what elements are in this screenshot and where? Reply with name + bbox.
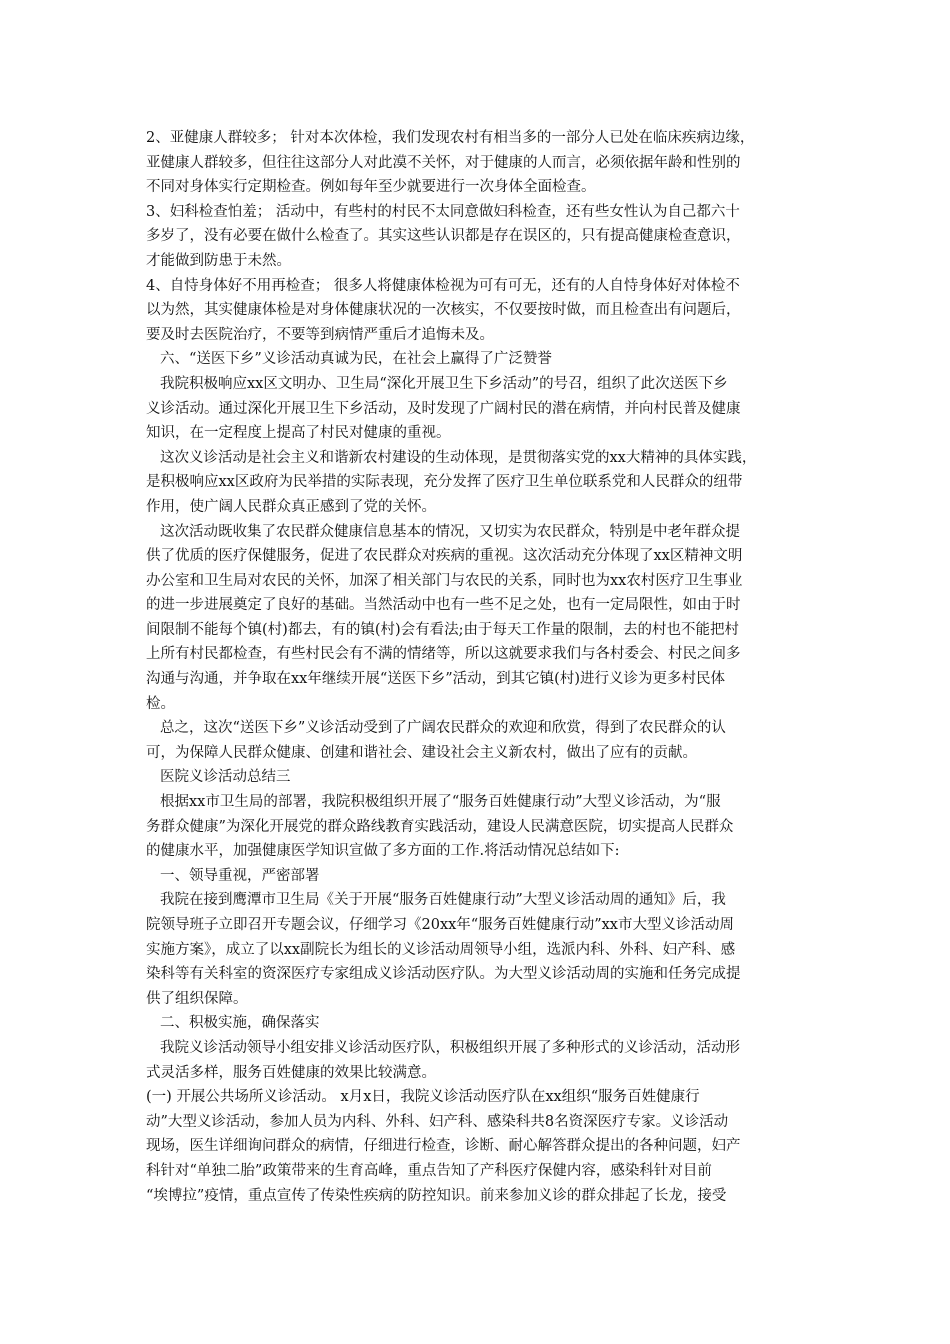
text-line: 2、亚健康人群较多； 针对本次体检，我们发现农村有相当多的一部分人已处在临床疾病边缘， xyxy=(146,130,755,146)
text-line: 不同对身体实行定期检查。例如每年至少就要进行一次身体全面检查。 xyxy=(146,179,596,196)
text-line: 作用，使广阔人民群众真正感到了党的关怀。 xyxy=(146,498,436,515)
document-body xyxy=(146,126,806,1208)
text-line: 3、妇科检查怕羞； 活动中，有些村的村民不太同意做妇科检查，还有些女性认为自己都六十 xyxy=(146,203,740,220)
text-line: 实施方案》，成立了以xx副院长为组长的义诊活动周领导小组，选派内科、外科、妇产科、感 xyxy=(146,941,736,958)
text-line: 检。 xyxy=(146,695,175,712)
text-line: 多岁了，没有必要在做什么检查了。其实这些认识都是存在误区的，只有提高健康检查意识， xyxy=(146,228,741,245)
text-line: (一) 开展公共场所义诊活动。 x月x日，我院义诊活动医疗队在xx组织“服务百姓健康行 xyxy=(146,1089,700,1106)
text-line: 供了组织保障。 xyxy=(146,990,248,1007)
text-line: “埃博拉”疫情，重点宣传了传染性疾病的防控知识。前来参加义诊的群众排起了长龙，接受 xyxy=(146,1187,727,1204)
text-line: 间限制不能每个镇(村)都去，有的镇(村)会有看法;由于每天工作量的限制，去的村也不能把村 xyxy=(146,621,740,638)
text-line: 我院在接到鹰潭市卫生局《关于开展“服务百姓健康行动”大型义诊活动周的通知》后，我 xyxy=(160,892,726,909)
text-line: 二、积极实施，确保落实 xyxy=(160,1015,320,1032)
text-line: 办公室和卫生局对农民的关怀，加深了相关部门与农民的关系，同时也为xx农村医疗卫生事业 xyxy=(146,572,743,589)
text-line: 沟通与沟通，并争取在xx年继续开展“送医下乡”活动，到其它镇(村)进行义诊为更多村民体 xyxy=(146,671,725,688)
text-line: 以为然，其实健康体检是对身体健康状况的一次核实，不仅要按时做，而且检查出有问题后， xyxy=(146,302,741,319)
text-line: 知识，在一定程度上提高了村民对健康的重视。 xyxy=(146,425,451,442)
text-line: 这次活动既收集了农民群众健康信息基本的情况，又切实为农民群众，特别是中老年群众提 xyxy=(160,523,740,540)
text-line: 4、自恃身体好不用再检查； 很多人将健康体检视为可有可无，还有的人自恃身体好对体检不 xyxy=(146,277,740,294)
text-line: 六、“送医下乡”义诊活动真诚为民，在社会上赢得了广泛赞誉 xyxy=(160,351,552,368)
text-line: 这次义诊活动是社会主义和谐新农村建设的生动体现，是贯彻落实党的xx大精神的具体实践， xyxy=(160,449,757,466)
text-line: 现场，医生详细询问群众的病情，仔细进行检查，诊断、耐心解答群众提出的各种问题，妇产 xyxy=(146,1138,741,1155)
text-line: 上所有村民都检查，有些村民会有不满的情绪等，所以这就要求我们与各村委会、村民之间多 xyxy=(146,646,741,663)
text-line: 亚健康人群较多，但往往这部分人对此漠不关怀，对于健康的人而言，必须依据年龄和性别的 xyxy=(146,154,741,171)
text-line: 我院积极响应xx区文明办、卫生局“深化开展卫生下乡活动”的号召，组织了此次送医下乡 xyxy=(160,375,728,392)
text-line: 义诊活动。通过深化开展卫生下乡活动，及时发现了广阔村民的潜在病情，并向村民普及健康 xyxy=(146,400,741,417)
text-line: 务群众健康”为深化开展党的群众路线教育实践活动，建设人民满意医院，切实提高人民群众 xyxy=(146,818,734,835)
text-line: 科针对“单独二胎”政策带来的生育高峰，重点告知了产科医疗保健内容，感染科针对目前 xyxy=(146,1162,712,1179)
text-line: 的进一步进展奠定了良好的基础。当然活动中也有一些不足之处，也有一定局限性，如由于时 xyxy=(146,597,741,614)
text-line: 要及时去医院治疗，不要等到病情严重后才追悔未及。 xyxy=(146,326,494,343)
text-line: 式灵活多样，服务百姓健康的效果比较满意。 xyxy=(146,1064,436,1081)
text-line: 总之，这次“送医下乡”义诊活动受到了广阔农民群众的欢迎和欣赏，得到了农民群众的认 xyxy=(160,720,726,737)
text-line: 是积极响应xx区政府为民举措的实际表现，充分发挥了医疗卫生单位联系党和人民群众的纽带 xyxy=(146,474,743,491)
text-line: 我院义诊活动领导小组安排义诊活动医疗队，积极组织开展了多种形式的义诊活动，活动形 xyxy=(160,1039,740,1056)
text-line: 一、领导重视，严密部署 xyxy=(160,867,320,884)
text-line: 院领导班子立即召开专题会议，仔细学习《20xx年“服务百姓健康行动”xx市大型义诊活动周 xyxy=(146,917,734,933)
text-line: 才能做到防患于未然。 xyxy=(146,252,291,269)
text-line: 的健康水平，加强健康医学知识宣做了多方面的工作.将活动情况总结如下: xyxy=(146,843,620,860)
text-line: 染科等有关科室的资深医疗专家组成义诊活动医疗队。为大型义诊活动周的实施和任务完成提 xyxy=(146,966,741,983)
text-line: 动”大型义诊活动，参加人员为内科、外科、妇产科、感染科共8名资深医疗专家。义诊活动 xyxy=(146,1113,729,1130)
text-line: 根据xx市卫生局的部署，我院积极组织开展了“服务百姓健康行动”大型义诊活动，为“服 xyxy=(160,794,721,811)
text-line: 供了优质的医疗保健服务，促进了农民群众对疾病的重视。这次活动充分体现了xx区精神文明 xyxy=(146,548,743,565)
text-line: 可，为保障人民群众健康、创建和谐社会、建设社会主义新农村，做出了应有的贡献。 xyxy=(146,744,697,761)
text-line: 医院义诊活动总结三 xyxy=(160,769,291,786)
